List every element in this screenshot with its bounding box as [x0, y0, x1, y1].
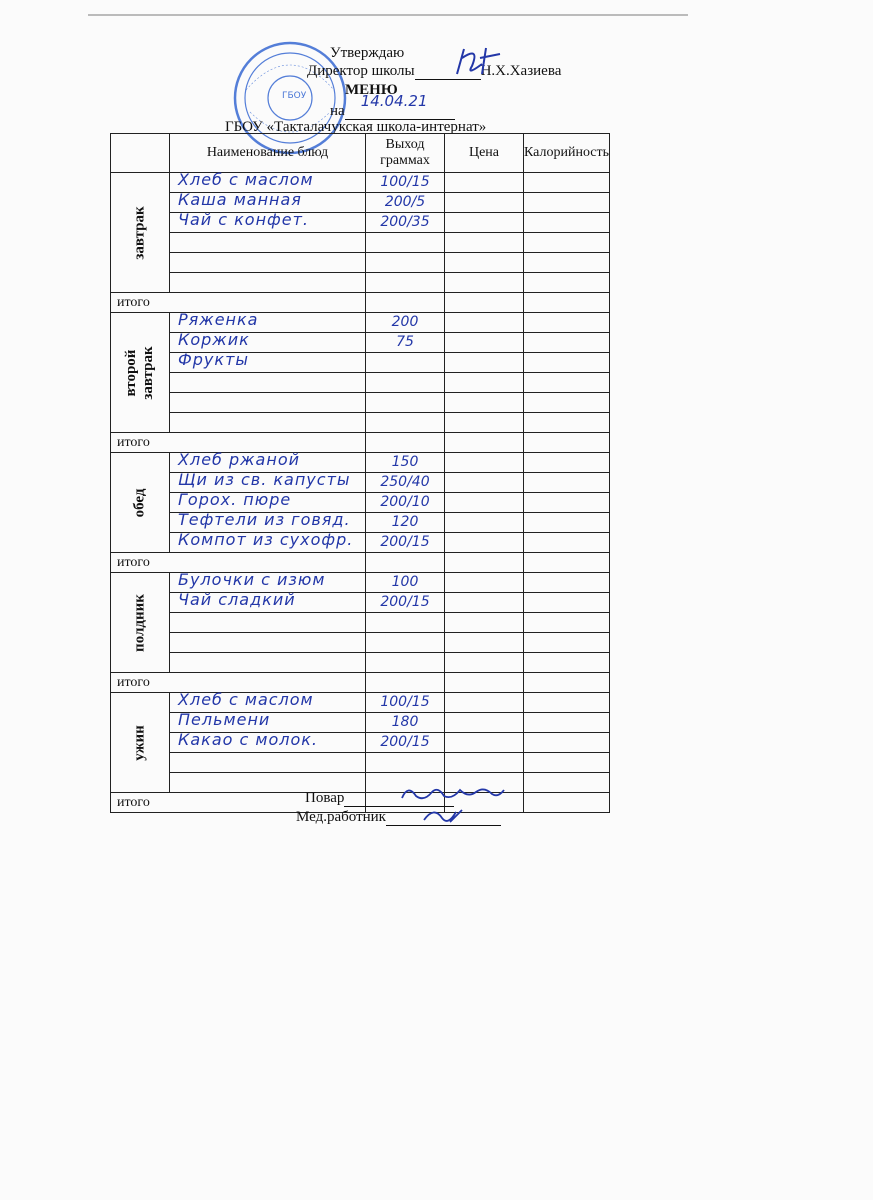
qty-cell [366, 413, 445, 433]
calories-cell [524, 573, 610, 593]
dish-name: Фрукты [178, 350, 250, 369]
total-price-cell [445, 433, 524, 453]
col-header-calories: Калорийность [524, 134, 610, 173]
price-cell [445, 333, 524, 353]
page-top-edge [88, 14, 688, 16]
dish-cell [170, 253, 366, 273]
price-cell [445, 393, 524, 413]
qty-value: 100/15 [380, 694, 430, 710]
price-cell [445, 453, 524, 473]
qty-value: 200/15 [380, 594, 430, 610]
dish-cell [170, 210, 366, 233]
dish-name: Хлеб с маслом [178, 170, 314, 189]
total-qty-cell [366, 673, 445, 693]
qty-cell [366, 473, 445, 493]
dish-name: Какао с молок. [178, 730, 319, 749]
calories-cell [524, 313, 610, 333]
qty-cell [366, 513, 445, 533]
calories-cell [524, 593, 610, 613]
calories-cell [524, 733, 610, 753]
calories-cell [524, 373, 610, 393]
dish-cell [170, 373, 366, 393]
calories-cell [524, 273, 610, 293]
dish-name: Ряженка [178, 310, 259, 329]
calories-cell [524, 233, 610, 253]
section-label: второй завтрак [123, 345, 156, 400]
price-cell [445, 753, 524, 773]
director-signature-icon [452, 44, 512, 80]
table-header-row [111, 134, 610, 173]
total-qty-cell [366, 293, 445, 313]
price-cell [445, 613, 524, 633]
dish-name: Горох. пюре [178, 490, 292, 509]
calories-cell [524, 193, 610, 213]
qty-value: 200/15 [380, 534, 430, 550]
dish-name: Пельмени [178, 710, 271, 729]
dish-cell [170, 613, 366, 633]
price-cell [445, 733, 524, 753]
price-cell [445, 193, 524, 213]
director-label: Директор школы [307, 63, 415, 79]
qty-cell [366, 453, 445, 473]
date-value: 14.04.21 [360, 92, 428, 110]
approve-label: Утверждаю [330, 45, 405, 61]
col-header-qty: Выход граммах [366, 134, 445, 173]
calories-cell [524, 353, 610, 373]
table-row [111, 753, 610, 773]
price-cell [445, 353, 524, 373]
dish-cell [170, 530, 366, 553]
price-cell [445, 493, 524, 513]
section-label: обед [131, 488, 148, 517]
qty-value: 200/5 [384, 194, 426, 210]
qty-cell [366, 313, 445, 333]
calories-cell [524, 473, 610, 493]
section-label-cell [111, 453, 170, 553]
qty-cell [366, 693, 445, 713]
calories-cell [524, 513, 610, 533]
price-cell [445, 413, 524, 433]
medic-label: Мед.работник [296, 809, 386, 825]
menu-title: МЕНЮ [345, 82, 398, 98]
qty-value: 250/40 [380, 474, 430, 490]
qty-cell [366, 173, 445, 193]
dish-name: Хлеб ржаной [178, 450, 301, 469]
calories-cell [524, 653, 610, 673]
qty-value: 100/15 [380, 174, 430, 190]
price-cell [445, 233, 524, 253]
total-calories-cell [524, 433, 610, 453]
table-body [111, 170, 610, 813]
qty-cell [366, 633, 445, 653]
table-row [111, 353, 610, 373]
total-price-cell [445, 293, 524, 313]
price-cell [445, 593, 524, 613]
section-label-cell [111, 173, 170, 293]
qty-cell [366, 273, 445, 293]
qty-cell [366, 353, 445, 373]
total-price-cell [445, 553, 524, 573]
price-cell [445, 173, 524, 193]
total-label: итого [111, 673, 366, 693]
price-cell [445, 513, 524, 533]
qty-cell [366, 613, 445, 633]
qty-cell [366, 573, 445, 593]
table-row [111, 233, 610, 253]
table-row [111, 653, 610, 673]
dish-name: Тефтели из говяд. [178, 510, 351, 529]
qty-cell [366, 233, 445, 253]
qty-cell [366, 713, 445, 733]
medic-signature-icon [420, 804, 466, 828]
cook-label: Повар [305, 790, 345, 806]
qty-cell [366, 333, 445, 353]
qty-value: 180 [391, 714, 419, 730]
table-row [111, 733, 610, 753]
medic-line [296, 809, 501, 826]
price-cell [445, 713, 524, 733]
dish-cell [170, 753, 366, 773]
dish-cell [170, 730, 366, 753]
director-name: Н.Х.Хазиева [480, 63, 562, 79]
col-header-blank [111, 134, 170, 173]
date-prefix: на [330, 103, 345, 119]
dish-name: Чай с конфет. [178, 210, 309, 229]
table-row [111, 593, 610, 613]
dish-cell [170, 653, 366, 673]
qty-cell [366, 373, 445, 393]
section-label-cell [111, 693, 170, 793]
calories-cell [524, 493, 610, 513]
calories-cell [524, 773, 610, 793]
total-qty-cell [366, 433, 445, 453]
director-line [307, 62, 561, 80]
qty-value: 120 [391, 514, 419, 530]
dish-name: Чай сладкий [178, 590, 296, 609]
price-cell [445, 373, 524, 393]
table-row [111, 373, 610, 393]
price-cell [445, 253, 524, 273]
total-label: итого [111, 293, 366, 313]
total-calories-cell [524, 793, 610, 813]
qty-value: 150 [391, 454, 419, 470]
total-calories-cell [524, 553, 610, 573]
table-row [111, 393, 610, 413]
calories-cell [524, 413, 610, 433]
calories-cell [524, 173, 610, 193]
calories-cell [524, 693, 610, 713]
total-label: итого [111, 433, 366, 453]
qty-cell [366, 533, 445, 553]
section-label: ужин [131, 724, 148, 761]
section-label-cell [111, 573, 170, 673]
dish-cell [170, 393, 366, 413]
school-name: ГБОУ «Такталачукская школа-интернат» [225, 119, 487, 135]
table-row [111, 253, 610, 273]
dish-cell [170, 350, 366, 373]
total-label: итого [111, 793, 366, 813]
qty-cell [366, 653, 445, 673]
section-label-cell [111, 313, 170, 433]
calories-cell [524, 253, 610, 273]
table-row [111, 633, 610, 653]
dish-name: Булочки с изюм [178, 570, 326, 589]
dish-cell [170, 590, 366, 613]
qty-value: 100 [391, 574, 419, 590]
price-cell [445, 653, 524, 673]
calories-cell [524, 613, 610, 633]
total-price-cell [445, 673, 524, 693]
qty-cell [366, 493, 445, 513]
calories-cell [524, 533, 610, 553]
total-calories-cell [524, 673, 610, 693]
price-cell [445, 533, 524, 553]
price-cell [445, 693, 524, 713]
price-cell [445, 633, 524, 653]
table-row [111, 613, 610, 633]
qty-value: 200/35 [380, 214, 430, 230]
table-row [111, 413, 610, 433]
calories-cell [524, 393, 610, 413]
qty-value: 200/15 [380, 734, 430, 750]
qty-cell [366, 193, 445, 213]
qty-value: 75 [396, 334, 414, 350]
dish-name: Каша манная [178, 190, 302, 209]
cook-signature-icon [398, 780, 508, 806]
table-row [111, 213, 610, 233]
calories-cell [524, 713, 610, 733]
qty-cell [366, 753, 445, 773]
qty-cell [366, 733, 445, 753]
section-label: полдник [131, 593, 148, 652]
menu-table [110, 133, 610, 813]
calories-cell [524, 753, 610, 773]
dish-cell [170, 413, 366, 433]
col-header-price: Цена [445, 134, 524, 173]
section-label: завтрак [131, 205, 148, 260]
calories-cell [524, 333, 610, 353]
dish-name: Щи из св. капусты [178, 470, 351, 489]
qty-value: 200/10 [380, 494, 430, 510]
total-calories-cell [524, 293, 610, 313]
svg-text:ГБОУ: ГБОУ [282, 91, 307, 101]
dish-cell [170, 273, 366, 293]
dish-name: Коржик [178, 330, 250, 349]
qty-cell [366, 593, 445, 613]
price-cell [445, 473, 524, 493]
col-header-dish: Наименование блюд [170, 134, 366, 173]
calories-cell [524, 633, 610, 653]
table-row [111, 273, 610, 293]
table-row [111, 533, 610, 553]
calories-cell [524, 453, 610, 473]
dish-name: Компот из сухофр. [178, 530, 354, 549]
qty-cell [366, 213, 445, 233]
price-cell [445, 573, 524, 593]
calories-cell [524, 213, 610, 233]
total-label: итого [111, 553, 366, 573]
price-cell [445, 313, 524, 333]
price-cell [445, 273, 524, 293]
dish-cell [170, 233, 366, 253]
qty-cell [366, 393, 445, 413]
dish-name: Хлеб с маслом [178, 690, 314, 709]
qty-cell [366, 253, 445, 273]
dish-cell [170, 633, 366, 653]
total-qty-cell [366, 553, 445, 573]
qty-value: 200 [391, 314, 419, 330]
price-cell [445, 213, 524, 233]
